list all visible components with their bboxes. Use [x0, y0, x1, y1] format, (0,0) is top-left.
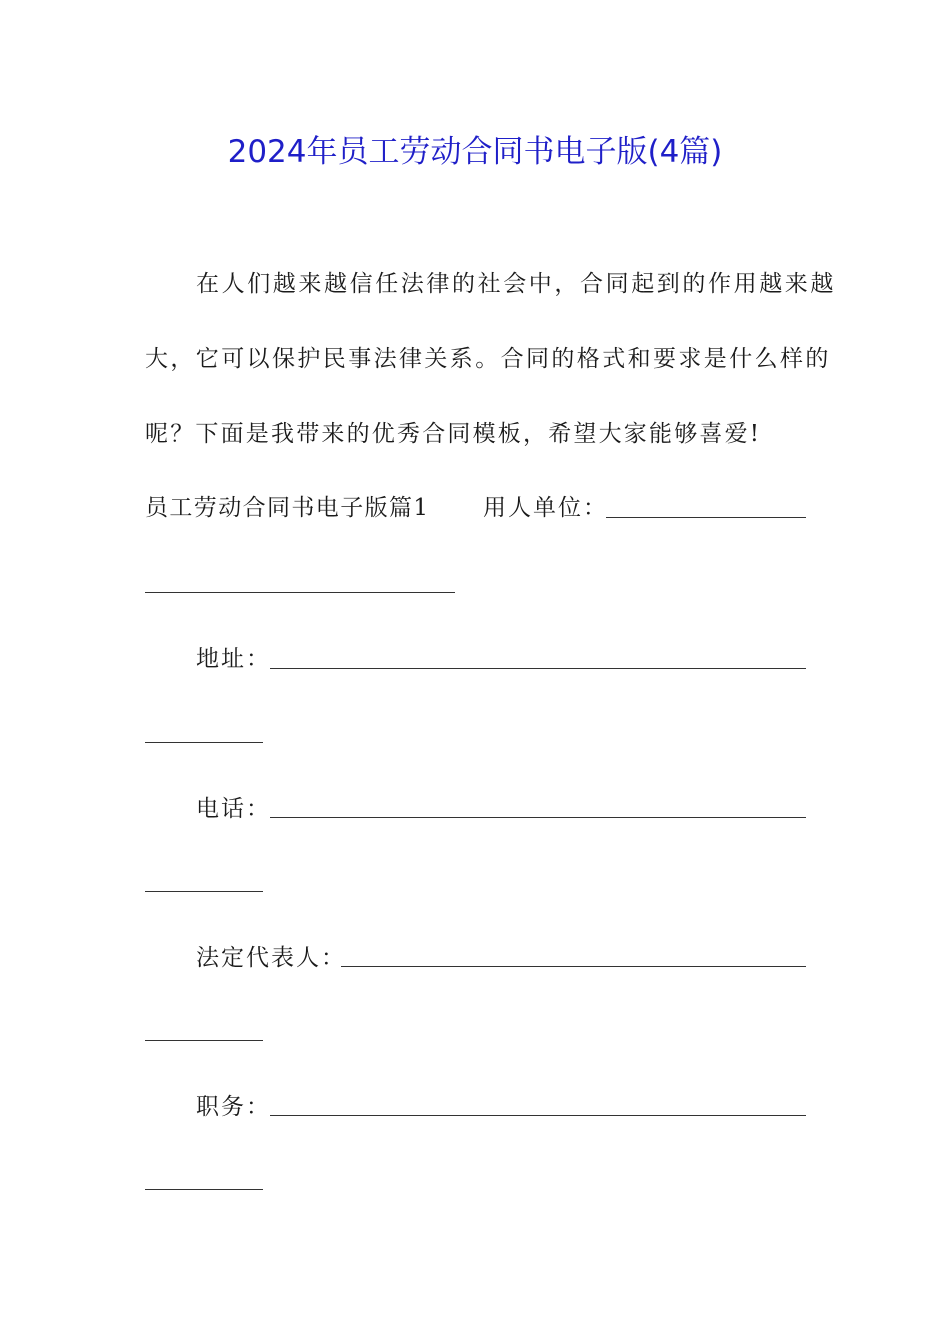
address-blank-line-continued[interactable] [145, 742, 263, 743]
position-blank-line-continued[interactable] [145, 1189, 263, 1190]
intro-line-2: 大，它可以保护民事法律关系。合同的格式和要求是什么样的 [145, 346, 831, 372]
address-label: 地址： [196, 646, 271, 672]
employer-blank-line[interactable] [606, 517, 806, 518]
phone-label: 电话： [196, 796, 271, 822]
legal-representative-blank-line-continued[interactable] [145, 1040, 263, 1041]
position-blank-line[interactable] [270, 1115, 806, 1116]
intro-line-1: 在人们越来越信任法律的社会中，合同起到的作用越来越 [196, 271, 836, 297]
legal-representative-blank-line[interactable] [341, 966, 806, 967]
legal-representative-label: 法定代表人： [196, 945, 346, 971]
phone-blank-line-continued[interactable] [145, 891, 263, 892]
section-heading: 员工劳动合同书电子版篇1 [145, 495, 430, 521]
address-blank-line[interactable] [270, 668, 806, 669]
document-title: 2024年员工劳动合同书电子版(4篇) [227, 134, 723, 170]
phone-blank-line[interactable] [270, 817, 806, 818]
employer-blank-line-continued[interactable] [145, 592, 455, 593]
employer-label: 用人单位： [483, 495, 608, 521]
intro-line-3: 呢？下面是我带来的优秀合同模板，希望大家能够喜爱! [145, 421, 762, 447]
position-label: 职务： [196, 1094, 271, 1120]
